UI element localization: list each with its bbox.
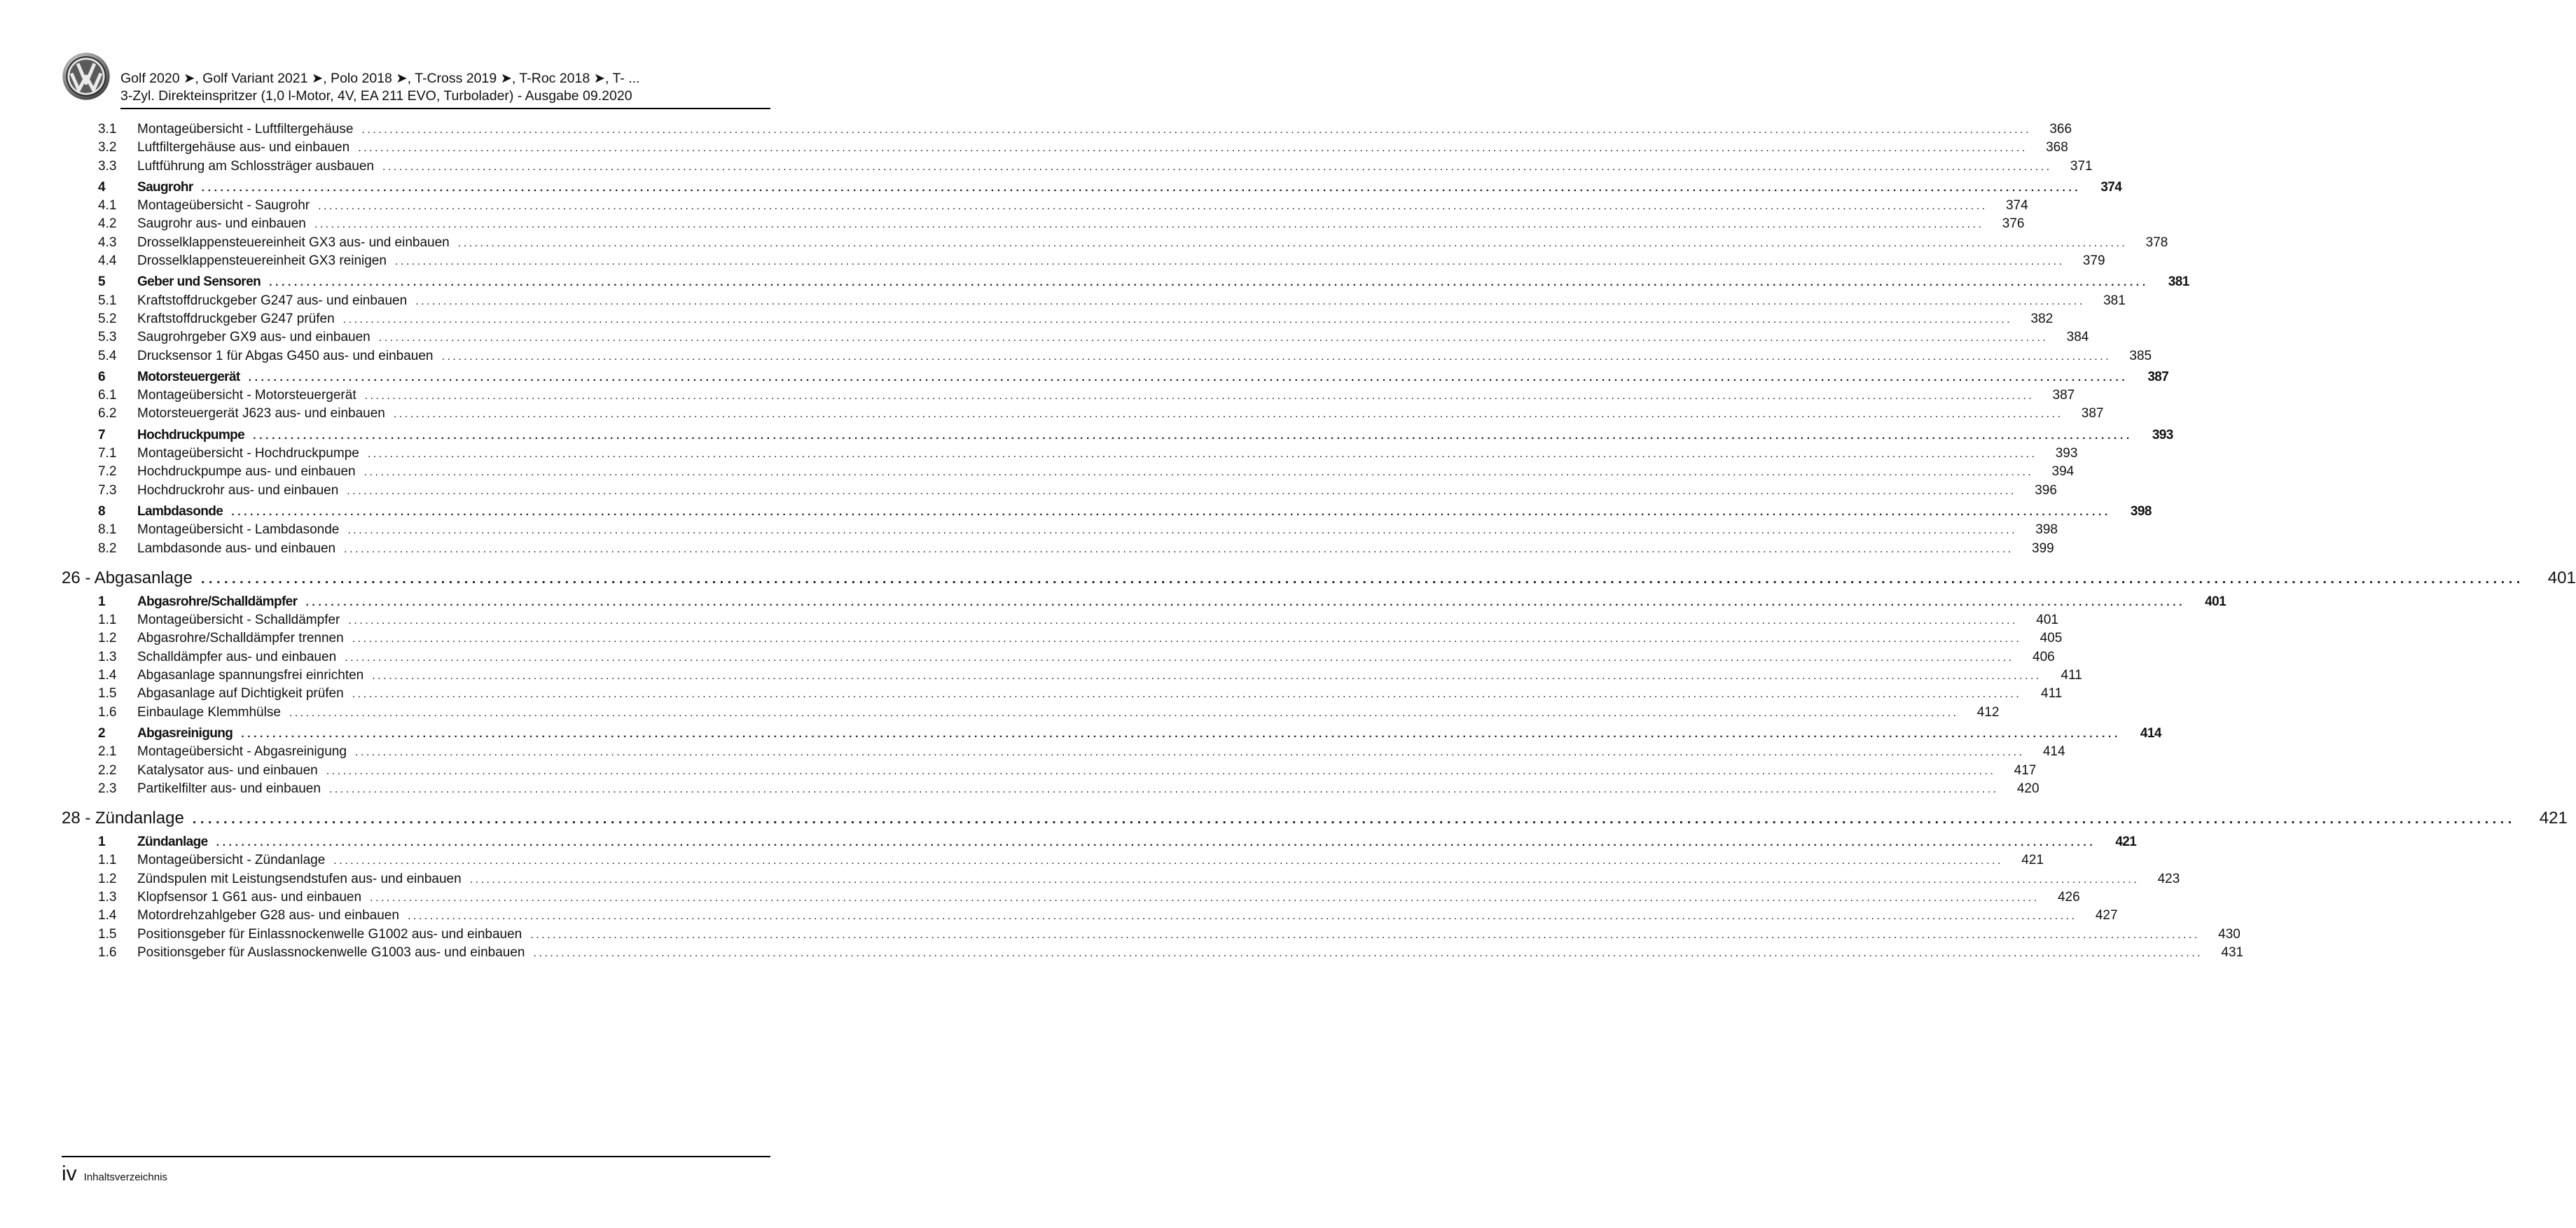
toc-number: 1.2 [98, 631, 117, 646]
toc-leader: ............................................................................................................................................................................................................................................................................................................ [192, 811, 2516, 828]
page-header [62, 49, 770, 109]
toc-page: 385 [2129, 348, 2152, 363]
toc-entry[interactable] [62, 540, 2054, 558]
toc-entry[interactable] [62, 704, 2000, 722]
toc-page: 374 [2005, 198, 2028, 214]
toc-page: 384 [2066, 330, 2089, 345]
toc-leader: ............................................................................................................................................................................................................................................................................................................ [201, 181, 2082, 194]
toc-page: 393 [2152, 427, 2173, 442]
toc-number: 1.5 [98, 686, 117, 702]
toc-leader: ............................................................................................................................................................................................................................................................................................................ [393, 408, 2063, 421]
toc-entry[interactable] [62, 120, 2072, 139]
toc-entry[interactable] [62, 328, 2089, 347]
toc-section[interactable] [62, 725, 2161, 743]
toc-leader: ............................................................................................................................................................................................................................................................................................................ [352, 688, 2022, 701]
toc-entry[interactable] [62, 851, 2044, 870]
toc-number: 4.1 [98, 198, 117, 214]
toc-entry[interactable] [62, 888, 2080, 907]
toc-leader: ............................................................................................................................................................................................................................................................................................................ [345, 651, 2014, 664]
toc-leader: ............................................................................................................................................................................................................................................................................................................ [370, 891, 2040, 904]
toc-leader: ............................................................................................................................................................................................................................................................................................................ [415, 295, 2085, 307]
toc-number: 1.1 [98, 613, 117, 628]
toc-page: 411 [2041, 686, 2063, 702]
toc-title: Abgasanlage spannungsfrei einrichten [137, 668, 364, 683]
toc-page: 430 [2218, 926, 2241, 942]
toc-leader: ............................................................................................................................................................................................................................................................................................................ [200, 571, 2524, 587]
toc-number: 1.6 [98, 704, 117, 720]
toc-page: 420 [2016, 781, 2040, 796]
toc-chapter[interactable] [62, 808, 2568, 829]
toc-section[interactable] [62, 179, 2122, 197]
toc-title: 26 - Abgasanlage [62, 568, 193, 587]
toc-leader: ............................................................................................................................................................................................................................................................................................................ [352, 633, 2022, 646]
toc-leader: ............................................................................................................................................................................................................................................................................................................ [253, 429, 2133, 442]
toc-number: 3.3 [98, 158, 117, 174]
toc-number: 1.3 [98, 889, 117, 905]
toc-number: 2.1 [98, 744, 117, 760]
toc-title: Kraftstoffdruckgeber G247 aus- und einbauen [137, 293, 408, 308]
toc-entry[interactable] [62, 648, 2055, 667]
toc-page: 393 [2055, 446, 2078, 461]
toc-title: Saugrohrgeber GX9 aus- und einbauen [137, 330, 371, 345]
toc-entry[interactable] [62, 743, 2065, 761]
toc-leader: ............................................................................................................................................................................................................................................................................................................ [333, 855, 2003, 867]
toc-leader: ............................................................................................................................................................................................................................................................................................................ [328, 783, 1999, 795]
toc-page: 401 [2205, 594, 2227, 609]
footer-divider [62, 1156, 770, 1157]
toc-page: 414 [2042, 744, 2065, 760]
toc-page: 376 [2002, 216, 2025, 232]
toc-entry[interactable] [62, 629, 2063, 648]
toc-leader: ............................................................................................................................................................................................................................................................................................................ [363, 466, 2034, 479]
toc-entry[interactable] [62, 234, 2168, 252]
toc-leader: ............................................................................................................................................................................................................................................................................................................ [533, 947, 2203, 959]
toc-section[interactable] [62, 426, 2173, 445]
toc-number: 1.5 [98, 926, 117, 942]
toc-number: 4.3 [98, 235, 117, 250]
toc-chapter[interactable] [62, 568, 2576, 589]
toc-entry[interactable] [62, 405, 2104, 423]
toc-leader: ............................................................................................................................................................................................................................................................................................................ [344, 543, 2014, 555]
toc-title: Hochdruckpumpe [137, 427, 245, 442]
toc-leader: ............................................................................................................................................................................................................................................................................................................ [530, 928, 2200, 941]
toc-page: 381 [2168, 274, 2189, 290]
toc-section[interactable] [62, 593, 2227, 611]
toc-page: 401 [2036, 613, 2058, 628]
toc-title: Luftfiltergehäuse aus- und einbauen [137, 140, 350, 155]
toc-entry[interactable] [62, 139, 2068, 157]
toc-number: 8.2 [98, 540, 117, 556]
toc-title: Drucksensor 1 für Abgas G450 aus- und einbauen [137, 348, 434, 363]
toc-page: 414 [2140, 725, 2161, 741]
toc-page: 387 [2081, 406, 2104, 421]
toc-number: 4.4 [98, 253, 117, 269]
toc-title: Drosselklappensteuereinheit GX3 reinigen [137, 253, 387, 269]
toc-title: Luftführung am Schlossträger ausbauen [137, 158, 374, 174]
toc-leader: ............................................................................................................................................................................................................................................................................................................ [382, 160, 2052, 173]
toc-page: 398 [2035, 522, 2058, 538]
toc-title: Partikelfilter aus- und einbauen [137, 781, 321, 796]
toc-title: Schalldämpfer aus- und einbauen [137, 649, 337, 664]
toc-page: 423 [2157, 871, 2180, 886]
header-divider [120, 108, 770, 109]
toc-number: 2.3 [98, 781, 117, 796]
page-number: iv [62, 1162, 77, 1185]
toc-number: 7.3 [98, 482, 117, 498]
toc-leader: ............................................................................................................................................................................................................................................................................................................ [305, 596, 2186, 608]
toc-entry[interactable] [62, 926, 2241, 944]
toc-title: Abgasanlage auf Dichtigkeit prüfen [137, 686, 344, 702]
toc-number: 1 [98, 835, 105, 850]
toc-number: 7 [98, 427, 105, 442]
toc-page: 399 [2032, 540, 2054, 556]
toc-page: 387 [2147, 369, 2169, 384]
table-of-contents [62, 120, 2576, 962]
toc-entry[interactable] [62, 310, 2054, 328]
toc-title: Positionsgeber für Auslassnockenwelle G1003 aus- und einbauen [137, 944, 525, 960]
toc-title: Motorsteuergerät J623 aus- und einbauen [137, 406, 385, 421]
toc-number: 1.2 [98, 871, 117, 886]
toc-leader: ............................................................................................................................................................................................................................................................................................................ [314, 218, 1984, 231]
toc-title: Motordrehzahlgeber G28 aus- und einbauen [137, 908, 399, 923]
toc-page: 366 [2049, 122, 2072, 137]
toc-title: Kraftstoffdruckgeber G247 prüfen [137, 311, 335, 326]
toc-entry[interactable] [62, 667, 2082, 685]
toc-number: 5.3 [98, 330, 117, 345]
toc-entry[interactable] [62, 158, 2093, 176]
toc-leader: ............................................................................................................................................................................................................................................................................................................ [364, 390, 2035, 403]
toc-title: Abgasrohre/Schalldämpfer [137, 594, 298, 609]
toc-leader: ............................................................................................................................................................................................................................................................................................................ [347, 484, 2016, 497]
toc-number: 1.4 [98, 908, 117, 923]
toc-entry[interactable] [62, 611, 2058, 629]
toc-number: 6.2 [98, 406, 117, 421]
toc-page: 411 [2061, 668, 2082, 683]
toc-title: Montageübersicht - Abgasreinigung [137, 744, 347, 760]
toc-number: 5 [98, 274, 105, 290]
toc-number: 6.1 [98, 388, 117, 403]
toc-title: Abgasreinigung [137, 725, 233, 741]
toc-number: 8 [98, 503, 105, 519]
toc-leader: ............................................................................................................................................................................................................................................................................................................ [348, 615, 2018, 627]
toc-page: 406 [2033, 649, 2055, 664]
toc-number: 1.4 [98, 668, 117, 683]
toc-title: Montageübersicht - Saugrohr [137, 198, 310, 214]
toc-leader: ............................................................................................................................................................................................................................................................................................................ [358, 142, 2028, 155]
toc-entry[interactable] [62, 870, 2180, 888]
toc-leader: ............................................................................................................................................................................................................................................................................................................ [469, 873, 2140, 886]
toc-number: 7.1 [98, 446, 117, 461]
toc-page: 398 [2130, 503, 2152, 519]
toc-leader: ............................................................................................................................................................................................................................................................................................................ [407, 910, 2077, 923]
toc-entry[interactable] [62, 292, 2126, 310]
vw-logo-icon [62, 52, 111, 101]
toc-leader: ............................................................................................................................................................................................................................................................................................................ [248, 371, 2128, 384]
toc-page: 412 [1976, 704, 2000, 720]
toc-leader: ............................................................................................................................................................................................................................................................................................................ [318, 200, 1988, 213]
toc-number: 1.1 [98, 853, 117, 868]
toc-leader: ............................................................................................................................................................................................................................................................................................................ [378, 332, 2049, 344]
toc-leader: ............................................................................................................................................................................................................................................................................................................ [269, 277, 2149, 289]
toc-title: Hochdruckpumpe aus- und einbauen [137, 464, 356, 480]
toc-page: 421 [2115, 835, 2137, 850]
toc-page: 405 [2040, 631, 2063, 646]
toc-page: 378 [2145, 235, 2168, 250]
toc-title: Montageübersicht - Zündanlage [137, 853, 326, 868]
toc-leader: ............................................................................................................................................................................................................................................................................................................ [372, 670, 2042, 683]
toc-leader: ............................................................................................................................................................................................................................................................................................................ [289, 706, 1959, 719]
toc-number: 2.2 [98, 762, 117, 778]
toc-number: 2 [98, 725, 105, 741]
toc-title: Geber und Sensoren [137, 274, 261, 290]
toc-number: 5.4 [98, 348, 117, 363]
toc-page: 387 [2052, 388, 2075, 403]
toc-title: Montageübersicht - Luftfiltergehäuse [137, 122, 354, 137]
toc-entry[interactable] [62, 907, 2118, 925]
toc-entry[interactable] [62, 197, 2028, 215]
toc-title: 28 - Zündanlage [62, 809, 184, 828]
toc-title: Hochdruckrohr aus- und einbauen [137, 482, 339, 498]
header-engine: 3-Zyl. Direkteinspritzer (1,0 l-Motor, 4V, EA 211 EVO, Turbolader) - Ausgabe 09.2020 [120, 88, 632, 104]
toc-entry[interactable] [62, 685, 2063, 703]
toc-number: 7.2 [98, 464, 117, 480]
toc-leader: ............................................................................................................................................................................................................................................................................................................ [457, 237, 2128, 249]
toc-page: 379 [2082, 253, 2105, 269]
toc-leader: ............................................................................................................................................................................................................................................................................................................ [394, 256, 2065, 268]
toc-title: Montageübersicht - Hochdruckpumpe [137, 446, 359, 461]
toc-number: 5.1 [98, 293, 117, 308]
toc-number: 6 [98, 369, 105, 384]
toc-title: Saugrohr [137, 179, 193, 195]
toc-number: 8.1 [98, 522, 117, 538]
toc-entry[interactable] [62, 463, 2075, 481]
page-footer [62, 1162, 167, 1186]
toc-entry[interactable] [62, 762, 2037, 780]
toc-title: Zündspulen mit Leistungsendstufen aus- und einbauen [137, 871, 462, 886]
toc-leader: ............................................................................................................................................................................................................................................................................................................ [216, 837, 2096, 849]
toc-leader: ............................................................................................................................................................................................................................................................................................................ [347, 524, 2017, 537]
toc-entry[interactable] [62, 521, 2058, 539]
toc-title: Zündanlage [137, 835, 208, 850]
toc-leader: ............................................................................................................................................................................................................................................................................................................ [342, 313, 2013, 326]
toc-page: 431 [2221, 944, 2244, 960]
toc-entry[interactable] [62, 780, 2040, 798]
toc-leader: ............................................................................................................................................................................................................................................................................................................ [354, 746, 2025, 759]
toc-entry[interactable] [62, 347, 2152, 365]
toc-page: 396 [2035, 482, 2057, 498]
toc-number: 4.2 [98, 216, 117, 232]
footer-label: Inhaltsverzeichnis [83, 1171, 167, 1183]
toc-title: Montageübersicht - Motorsteuergerät [137, 388, 356, 403]
toc-number: 3.1 [98, 122, 117, 137]
toc-page: 381 [2103, 293, 2126, 308]
toc-title: Abgasrohre/Schalldämpfer trennen [137, 631, 344, 646]
header-models: Golf 2020 ➤, Golf Variant 2021 ➤, Polo 2018 ➤, T-Cross 2019 ➤, T-Roc 2018 ➤, T- ... [120, 71, 640, 86]
toc-number: 1.3 [98, 649, 117, 664]
toc-title: Klopfsensor 1 G61 aus- und einbauen [137, 889, 362, 905]
toc-leader: ............................................................................................................................................................................................................................................................................................................ [441, 350, 2112, 363]
toc-entry[interactable] [62, 445, 2078, 463]
toc-title: Positionsgeber für Einlassnockenwelle G1002 aus- und einbauen [137, 926, 522, 942]
toc-title: Einbaulage Klemmhülse [137, 704, 281, 720]
toc-title: Katalysator aus- und einbauen [137, 762, 318, 778]
toc-leader: ............................................................................................................................................................................................................................................................................................................ [326, 765, 1996, 777]
toc-leader: ............................................................................................................................................................................................................................................................................................................ [361, 124, 2032, 136]
toc-number: 3.2 [98, 140, 117, 155]
toc-title: Montageübersicht - Lambdasonde [137, 522, 340, 538]
toc-leader: ............................................................................................................................................................................................................................................................................................................ [231, 505, 2111, 518]
toc-number: 1.6 [98, 944, 117, 960]
toc-entry[interactable] [62, 482, 2057, 500]
toc-leader: ............................................................................................................................................................................................................................................................................................................ [241, 727, 2121, 740]
toc-page: 417 [2014, 762, 2037, 778]
toc-number: 1 [98, 594, 105, 609]
toc-page: 401 [2547, 568, 2576, 587]
toc-page: 368 [2046, 140, 2068, 155]
toc-title: Saugrohr aus- und einbauen [137, 216, 306, 232]
toc-leader: ............................................................................................................................................................................................................................................................................................................ [367, 448, 2037, 461]
toc-section[interactable] [62, 368, 2169, 386]
toc-title: Montageübersicht - Schalldämpfer [137, 613, 340, 628]
toc-entry[interactable] [62, 252, 2105, 270]
toc-page: 426 [2057, 889, 2080, 905]
toc-page: 394 [2051, 464, 2075, 480]
toc-section[interactable] [62, 503, 2152, 521]
toc-number: 5.2 [98, 311, 117, 326]
toc-page: 421 [2021, 853, 2044, 868]
toc-title: Drosselklappensteuereinheit GX3 aus- und einbauen [137, 235, 450, 250]
toc-entry[interactable] [62, 215, 2025, 233]
toc-entry[interactable] [62, 944, 2244, 962]
toc-title: Lambdasonde [137, 503, 223, 519]
toc-page: 421 [2539, 809, 2568, 828]
toc-page: 382 [2030, 311, 2054, 326]
toc-title: Motorsteuergerät [137, 369, 240, 384]
toc-page: 371 [2070, 158, 2093, 174]
toc-title: Lambdasonde aus- und einbauen [137, 540, 336, 556]
toc-section[interactable] [62, 273, 2189, 291]
toc-page: 427 [2095, 908, 2118, 923]
toc-number: 4 [98, 179, 105, 195]
toc-section[interactable] [62, 833, 2137, 851]
toc-page: 374 [2100, 179, 2122, 195]
toc-entry[interactable] [62, 386, 2075, 405]
